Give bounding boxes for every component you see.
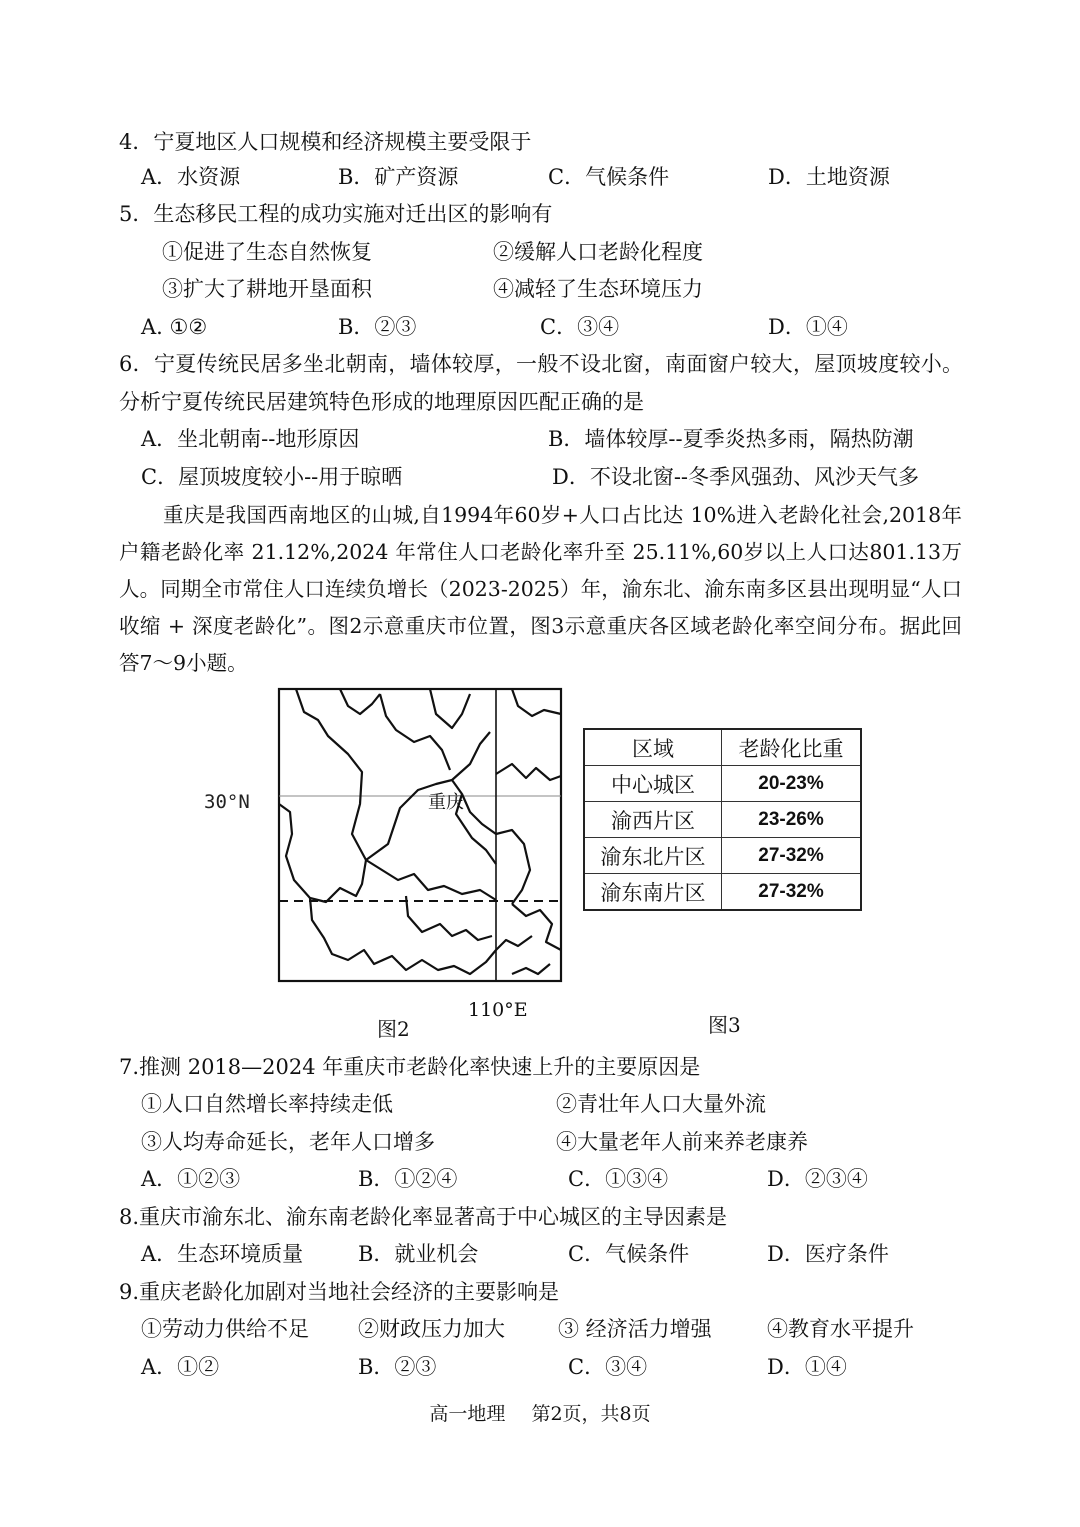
- q6-option-d: D．不设北窗--冬季风强劲、风沙天气多: [552, 465, 920, 489]
- q5-option-a: A. ①②: [141, 315, 208, 339]
- reading-passage: 重庆是我国西南地区的山城,自1994年60岁+人口占比达 10%进入老龄化社会,2018年户籍老龄化率 21.12%,2024 年常住人口老龄化率升至 25.11%,60岁以上人口达801.13万人。同期全市常住人口连续负增长（2023-2025）年，渝东北、渝东南多区县出现明显“人口收缩 + 深度老龄化”。图2示意重庆市位置，图3示意重庆各区域老龄化率空间分布。据此回答7～9小题。: [119, 503, 962, 675]
- q9-statement-1: ①劳动力供给不足: [141, 1317, 309, 1341]
- q4-stem: 4．宁夏地区人口规模和经济规模主要受限于: [119, 130, 532, 154]
- q9-statement-4: ④教育水平提升: [767, 1317, 914, 1341]
- table-row: [584, 766, 861, 802]
- q7-stem: 7.推测 2018—2024 年重庆市老龄化率快速上升的主要原因是: [119, 1055, 701, 1079]
- q5-stem: 5．生态移民工程的成功实施对迁出区的影响有: [119, 202, 553, 226]
- table-cell-ratio: 23-26%: [722, 802, 862, 838]
- q5-statement-1: ①促进了生态自然恢复: [162, 240, 372, 264]
- q9-option-c: C．③④: [568, 1355, 648, 1379]
- q8-option-a: A．生态环境质量: [141, 1242, 304, 1266]
- table-row: [584, 874, 861, 911]
- page-footer: [0, 1399, 1080, 1426]
- q9-option-d: D．①④: [767, 1355, 847, 1379]
- table-cell-region: 渝东南片区: [584, 874, 722, 911]
- q6-stem-line1: 6．宁夏传统民居多坐北朝南，墙体较厚，一般不设北窗，南面窗户较大，屋顶坡度较小。: [119, 352, 964, 376]
- table-header-ratio: 老龄化比重: [722, 729, 862, 766]
- table-row: [584, 802, 861, 838]
- q9-option-b: B．②③: [358, 1355, 437, 1379]
- q7-option-a: A．①②③: [141, 1167, 241, 1191]
- table-cell-ratio: 20-23%: [722, 766, 862, 802]
- q5-option-b: B．②③: [338, 315, 417, 339]
- q6-stem-line2: 分析宁夏传统民居建筑特色形成的地理原因匹配正确的是: [119, 390, 644, 414]
- q9-statement-3: ③ 经济活力增强: [558, 1317, 712, 1341]
- chongqing-label: 重庆: [428, 792, 464, 813]
- q7-statement-3: ③人均寿命延长，老年人口增多: [141, 1130, 435, 1154]
- q7-statement-1: ①人口自然增长率持续走低: [141, 1092, 393, 1116]
- q7-option-d: D．②③④: [767, 1167, 868, 1191]
- footer-page-number: 第2页，共8页: [531, 1403, 651, 1425]
- table-cell-region: 中心城区: [584, 766, 722, 802]
- table-cell-ratio: 27-32%: [722, 874, 862, 911]
- q8-option-c: C．气候条件: [568, 1242, 690, 1266]
- q4-option-a: A．水资源: [141, 165, 241, 189]
- q6-option-a: A．坐北朝南--地形原因: [141, 427, 360, 451]
- q8-option-b: B．就业机会: [358, 1242, 479, 1266]
- q9-option-a: A．①②: [141, 1355, 220, 1379]
- q6-option-b: B．墙体较厚--夏季炎热多雨，隔热防潮: [548, 427, 914, 451]
- q5-option-d: D．①④: [768, 315, 848, 339]
- q5-statement-2: ②缓解人口老龄化程度: [493, 240, 703, 264]
- q4-option-c: C．气候条件: [548, 165, 670, 189]
- q9-statement-2: ②财政压力加大: [358, 1317, 505, 1341]
- table-row: [584, 838, 861, 874]
- latitude-label: 30°N: [204, 791, 250, 813]
- q5-statement-3: ③扩大了耕地开垦面积: [162, 277, 372, 301]
- table-cell-region: 渝东北片区: [584, 838, 722, 874]
- figure3-caption: 图3: [708, 1013, 741, 1037]
- q4-option-d: D．土地资源: [768, 165, 890, 189]
- q7-statement-2: ②青壮年人口大量外流: [556, 1092, 766, 1116]
- q7-statement-4: ④大量老年人前来养老康养: [556, 1130, 808, 1154]
- table-cell-region: 渝西片区: [584, 802, 722, 838]
- q6-option-c: C．屋顶坡度较小--用于晾晒: [141, 465, 403, 489]
- map-frame: [279, 689, 561, 981]
- footer-subject: 高一地理: [429, 1403, 506, 1425]
- q5-statement-4: ④减轻了生态环境压力: [493, 277, 703, 301]
- q5-option-c: C．③④: [540, 315, 620, 339]
- longitude-label: 110°E: [468, 999, 528, 1021]
- q7-option-c: C．①③④: [568, 1167, 669, 1191]
- q8-option-d: D．医疗条件: [767, 1242, 889, 1266]
- figure3-table: [583, 728, 862, 911]
- province-boundaries: [279, 689, 561, 974]
- q4-option-b: B．矿产资源: [338, 165, 459, 189]
- table-cell-ratio: 27-32%: [722, 838, 862, 874]
- table-header-region: 区域: [584, 729, 722, 766]
- q7-option-b: B．①②④: [358, 1167, 458, 1191]
- q8-stem: 8.重庆市渝东北、渝东南老龄化率显著高于中心城区的主导因素是: [119, 1205, 728, 1229]
- figure2-map: [200, 684, 570, 1021]
- figure2-caption: 图2: [377, 1017, 410, 1041]
- table-header-row: [584, 729, 861, 766]
- q9-stem: 9.重庆老龄化加剧对当地社会经济的主要影响是: [119, 1280, 560, 1304]
